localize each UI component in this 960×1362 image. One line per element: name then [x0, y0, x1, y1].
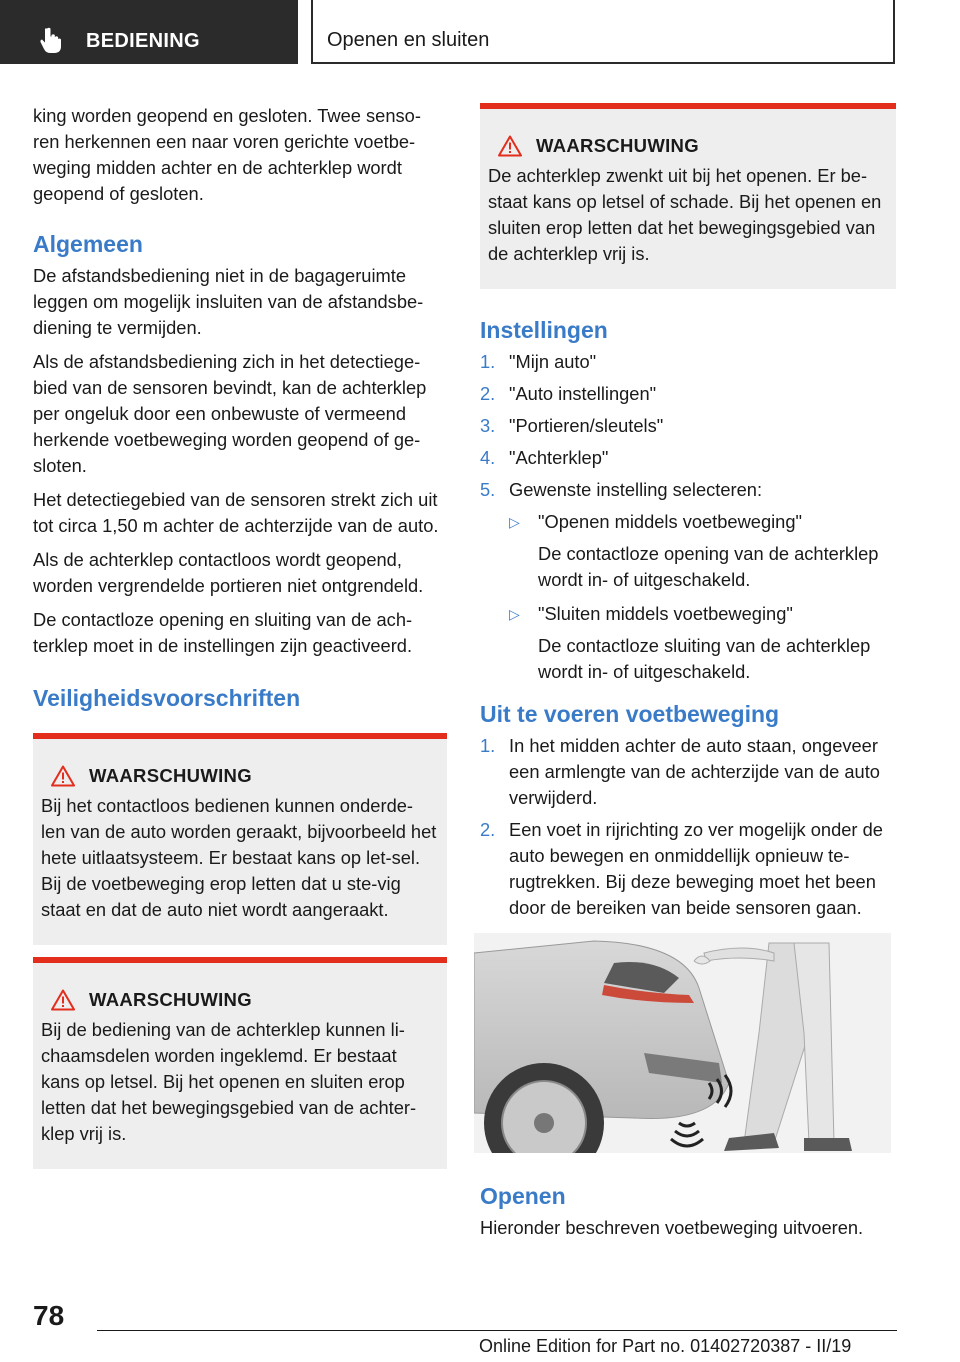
settings-steps: [480, 349, 896, 685]
warning-box: [33, 957, 447, 1169]
footer-divider: [97, 1330, 897, 1331]
settings-sub-options: [509, 509, 896, 685]
warning-title: WAARSCHUWING: [89, 765, 252, 786]
list-item: 1. "Mijn auto": [480, 351, 597, 372]
warning-title: WAARSCHUWING: [89, 989, 252, 1010]
heading-openen: Openen: [480, 1183, 566, 1209]
triangle-bullet-icon: ▷: [509, 606, 520, 622]
heading-voetbeweging: Uit te voeren voetbeweging: [480, 701, 780, 727]
left-column: [33, 103, 447, 1181]
warning-text: Bij het contactloos bedienen kunnen onderde-len van de auto worden geraakt, bijvoorbeeld het hete uitlaatsysteem. Er bestaat kans op let-sel. Bij de voetbeweging erop letten dat u ste-vig staat en dat de auto niet wordt aangeraakt.: [41, 795, 437, 920]
warning-triangle-icon: [498, 135, 522, 157]
heading-algemeen: Algemeen: [33, 231, 143, 257]
header-chapter-tab: [311, 0, 895, 64]
warning-box: [33, 733, 447, 945]
warning-triangle-icon: [51, 765, 75, 787]
hand-pointer-icon: [40, 27, 62, 53]
list-item: 2. "Auto instellingen": [480, 383, 657, 404]
algemeen-paragraph: Als de achterklep contactloos wordt geopend, worden vergrendelde portieren niet ontgrendeld.: [33, 549, 424, 596]
warning-title: WAARSCHUWING: [536, 135, 699, 156]
foot-gesture-illustration: [474, 933, 891, 1153]
heading-veiligheidsvoorschriften: Veiligheidsvoorschriften: [33, 685, 301, 711]
algemeen-paragraph: De contactloze opening en sluiting van de ach-terklep moet in de instellingen zijn geactiveerd.: [33, 609, 413, 656]
list-item: 3. "Portieren/sleutels": [480, 415, 664, 436]
right-column: [480, 103, 896, 927]
algemeen-paragraph: Het detectiegebied van de sensoren strekt zich uit tot circa 1,50 m achter de achterzijde van de auto.: [33, 489, 439, 536]
open-paragraph: Hieronder beschreven voetbeweging uitvoeren.: [480, 1217, 864, 1238]
list-item: 4. "Achterklep": [480, 447, 609, 468]
algemeen-paragraph: Als de afstandsbediening zich in het detectiege-bied van de sensoren bevindt, kan de achterklep per ongeluk door een onbewuste of vermeend herkende voetbeweging worden geopend of ge-sloten.: [33, 351, 427, 476]
chapter-title: Openen en sluiten: [327, 29, 490, 51]
header-section-tab: [0, 0, 298, 64]
warning-box: [480, 103, 896, 289]
heading-instellingen: Instellingen: [480, 317, 608, 343]
intro-paragraph: king worden geopend en gesloten. Twee senso-ren herkennen een naar voren gerichte voetbe-weging midden achter en de achterklep wordt geopend of gesloten.: [33, 105, 421, 204]
foot-steps: [480, 733, 896, 921]
open-section: [480, 1177, 896, 1249]
page-number: 78: [33, 1300, 65, 1331]
warning-text: Bij de bediening van de achterklep kunnen li-chaamsdelen worden ingeklemd. Er bestaat kans op letsel. Bij het openen en sluiten erop letten dat het bewegingsgebied van de achter-klep vrij is.: [41, 1019, 417, 1144]
list-item: 5. Gewenste instelling selecteren: ▷ "Openen middels voetbeweging" De contactloze opening van de achterklep wordt in- of uitgeschakeld. ▷ "Sluiten middels voetbeweging" De contactloze sluiting van de achterklep wordt in- of uitgeschakeld.: [480, 477, 896, 685]
list-item: 2. Een voet in rijrichting zo ver mogelijk onder de auto bewegen en onmiddellijk opnieuw te-rugtrekken. Bij deze beweging moet het been door de bereiken van beide sensoren gaan.: [480, 819, 883, 918]
warning-triangle-icon: [51, 989, 75, 1011]
footer-edition: Online Edition for Part no. 01402720387 - II/19: [479, 1336, 852, 1356]
sub-list-item: ▷ "Sluiten middels voetbeweging" De contactloze sluiting van de achterklep wordt in- of uitgeschakeld.: [509, 603, 871, 682]
algemeen-paragraph: De afstandsbediening niet in de bagageruimte leggen om mogelijk insluiten van de afstandsbe-diening te vermijden.: [33, 265, 424, 338]
list-item: 1. In het midden achter de auto staan, ongeveer een armlengte van de achterzijde van de auto verwijderd.: [480, 735, 880, 808]
warning-text: De achterklep zwenkt uit bij het openen. Er be-staat kans op letsel of schade. Bij het openen en sluiten erop letten dat het bewegingsgebied van de achterklep vrij is.: [488, 165, 882, 264]
sub-list-item: ▷ "Openen middels voetbeweging" De contactloze opening van de achterklep wordt in- of uitgeschakeld.: [509, 511, 879, 590]
car-rear-foot-illustration: [474, 933, 891, 1153]
triangle-bullet-icon: ▷: [509, 514, 520, 530]
section-title: BEDIENING: [86, 30, 200, 52]
